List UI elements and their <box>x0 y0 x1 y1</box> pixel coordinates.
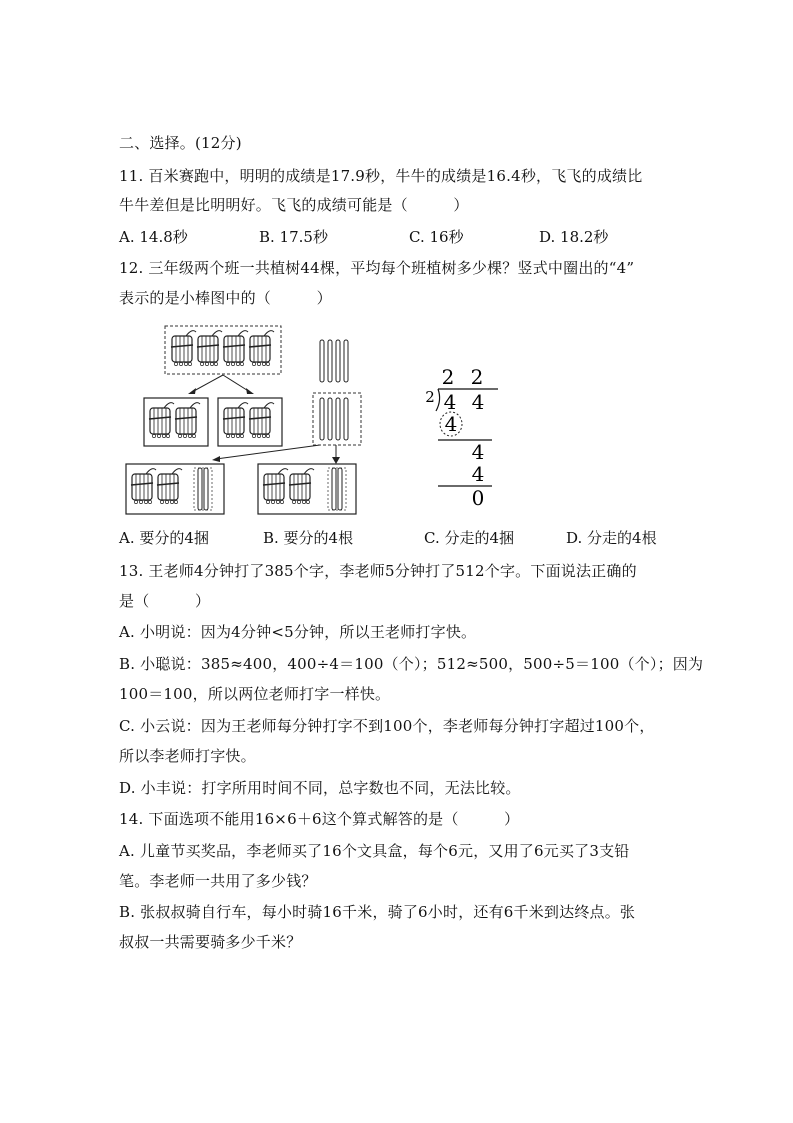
step2: 4 <box>471 440 485 464</box>
question-11-text-line1: 11. 百米赛跑中，明明的成绩是17.9秒，牛牛的成绩是16.4秒，飞飞的成绩比 <box>119 167 643 185</box>
question-14-option-b-cont: 叔叔一共需要骑多少千米？ <box>119 933 302 951</box>
step1-circled: 4 <box>444 412 458 436</box>
question-12-option-c[interactable]: C. 分走的4捆 <box>424 529 515 547</box>
question-14-text-line1: 14. 下面选项不能用16×6＋6这个算式解答的是（ ） <box>119 810 520 828</box>
question-14-option-a[interactable]: A. 儿童节买奖品，李老师买了16个文具盒，每个6元，又用了6元买了3支铅 <box>119 842 630 860</box>
quotient-ones: 2 <box>470 365 484 389</box>
question-12-option-a[interactable]: A. 要分的4捆 <box>119 529 209 547</box>
question-12-option-d[interactable]: D. 分走的4根 <box>566 529 657 547</box>
question-11-option-b[interactable]: B. 17.5秒 <box>259 228 328 246</box>
step3: 4 <box>471 462 485 486</box>
divisor: 2 <box>425 388 435 406</box>
question-11-option-a[interactable]: A. 14.8秒 <box>119 228 188 246</box>
question-12-text-line1: 12. 三年级两个班一共植树44棵，平均每个班植树多少棵？竖式中圈出的“4” <box>119 259 635 277</box>
question-14-option-a-cont: 笔。李老师一共用了多少钱？ <box>119 872 317 890</box>
question-11-text-line2: 牛牛差但是比明明好。飞飞的成绩可能是（ ） <box>119 196 469 214</box>
question-13-option-b-cont: 100＝100，所以两位老师打字一样快。 <box>119 685 391 703</box>
remainder: 0 <box>471 486 485 510</box>
section-heading: 二、选择。(12分) <box>119 134 242 152</box>
question-13-option-c-cont: 所以李老师打字快。 <box>119 747 256 765</box>
question-12-option-b[interactable]: B. 要分的4根 <box>263 529 354 547</box>
question-14-option-b[interactable]: B. 张叔叔骑自行车，每小时骑16千米，骑了6小时，还有6千米到达终点。张 <box>119 903 636 921</box>
dividend-tens: 4 <box>443 390 457 414</box>
question-11-option-c[interactable]: C. 16秒 <box>409 228 464 246</box>
question-13-text-line1: 13. 王老师4分钟打了385个字，李老师5分钟打了512个字。下面说法正确的 <box>119 562 637 580</box>
question-11-option-d[interactable]: D. 18.2秒 <box>539 228 609 246</box>
stick-bundle-figure <box>120 318 680 518</box>
question-13-option-d[interactable]: D. 小丰说：打字所用时间不同，总字数也不同，无法比较。 <box>119 779 521 797</box>
question-13-text-line2: 是（ ） <box>119 592 211 610</box>
question-13-option-c[interactable]: C. 小云说：因为王老师每分钟打字不到100个，李老师每分钟打字超过100个， <box>119 717 655 735</box>
long-division <box>425 365 498 510</box>
loose-sticks-top <box>320 340 348 382</box>
question-13-option-b[interactable]: B. 小聪说：385≈400，400÷4＝100（个）；512≈500，500÷5＝100（个）；因为 <box>119 655 704 673</box>
question-13-option-a[interactable]: A. 小明说：因为4分钟<5分钟，所以王老师打字快。 <box>119 623 477 641</box>
question-12-text-line2: 表示的是小棒图中的（ ） <box>119 289 332 307</box>
quotient-tens: 2 <box>441 365 455 389</box>
dividend-ones: 4 <box>471 390 485 414</box>
